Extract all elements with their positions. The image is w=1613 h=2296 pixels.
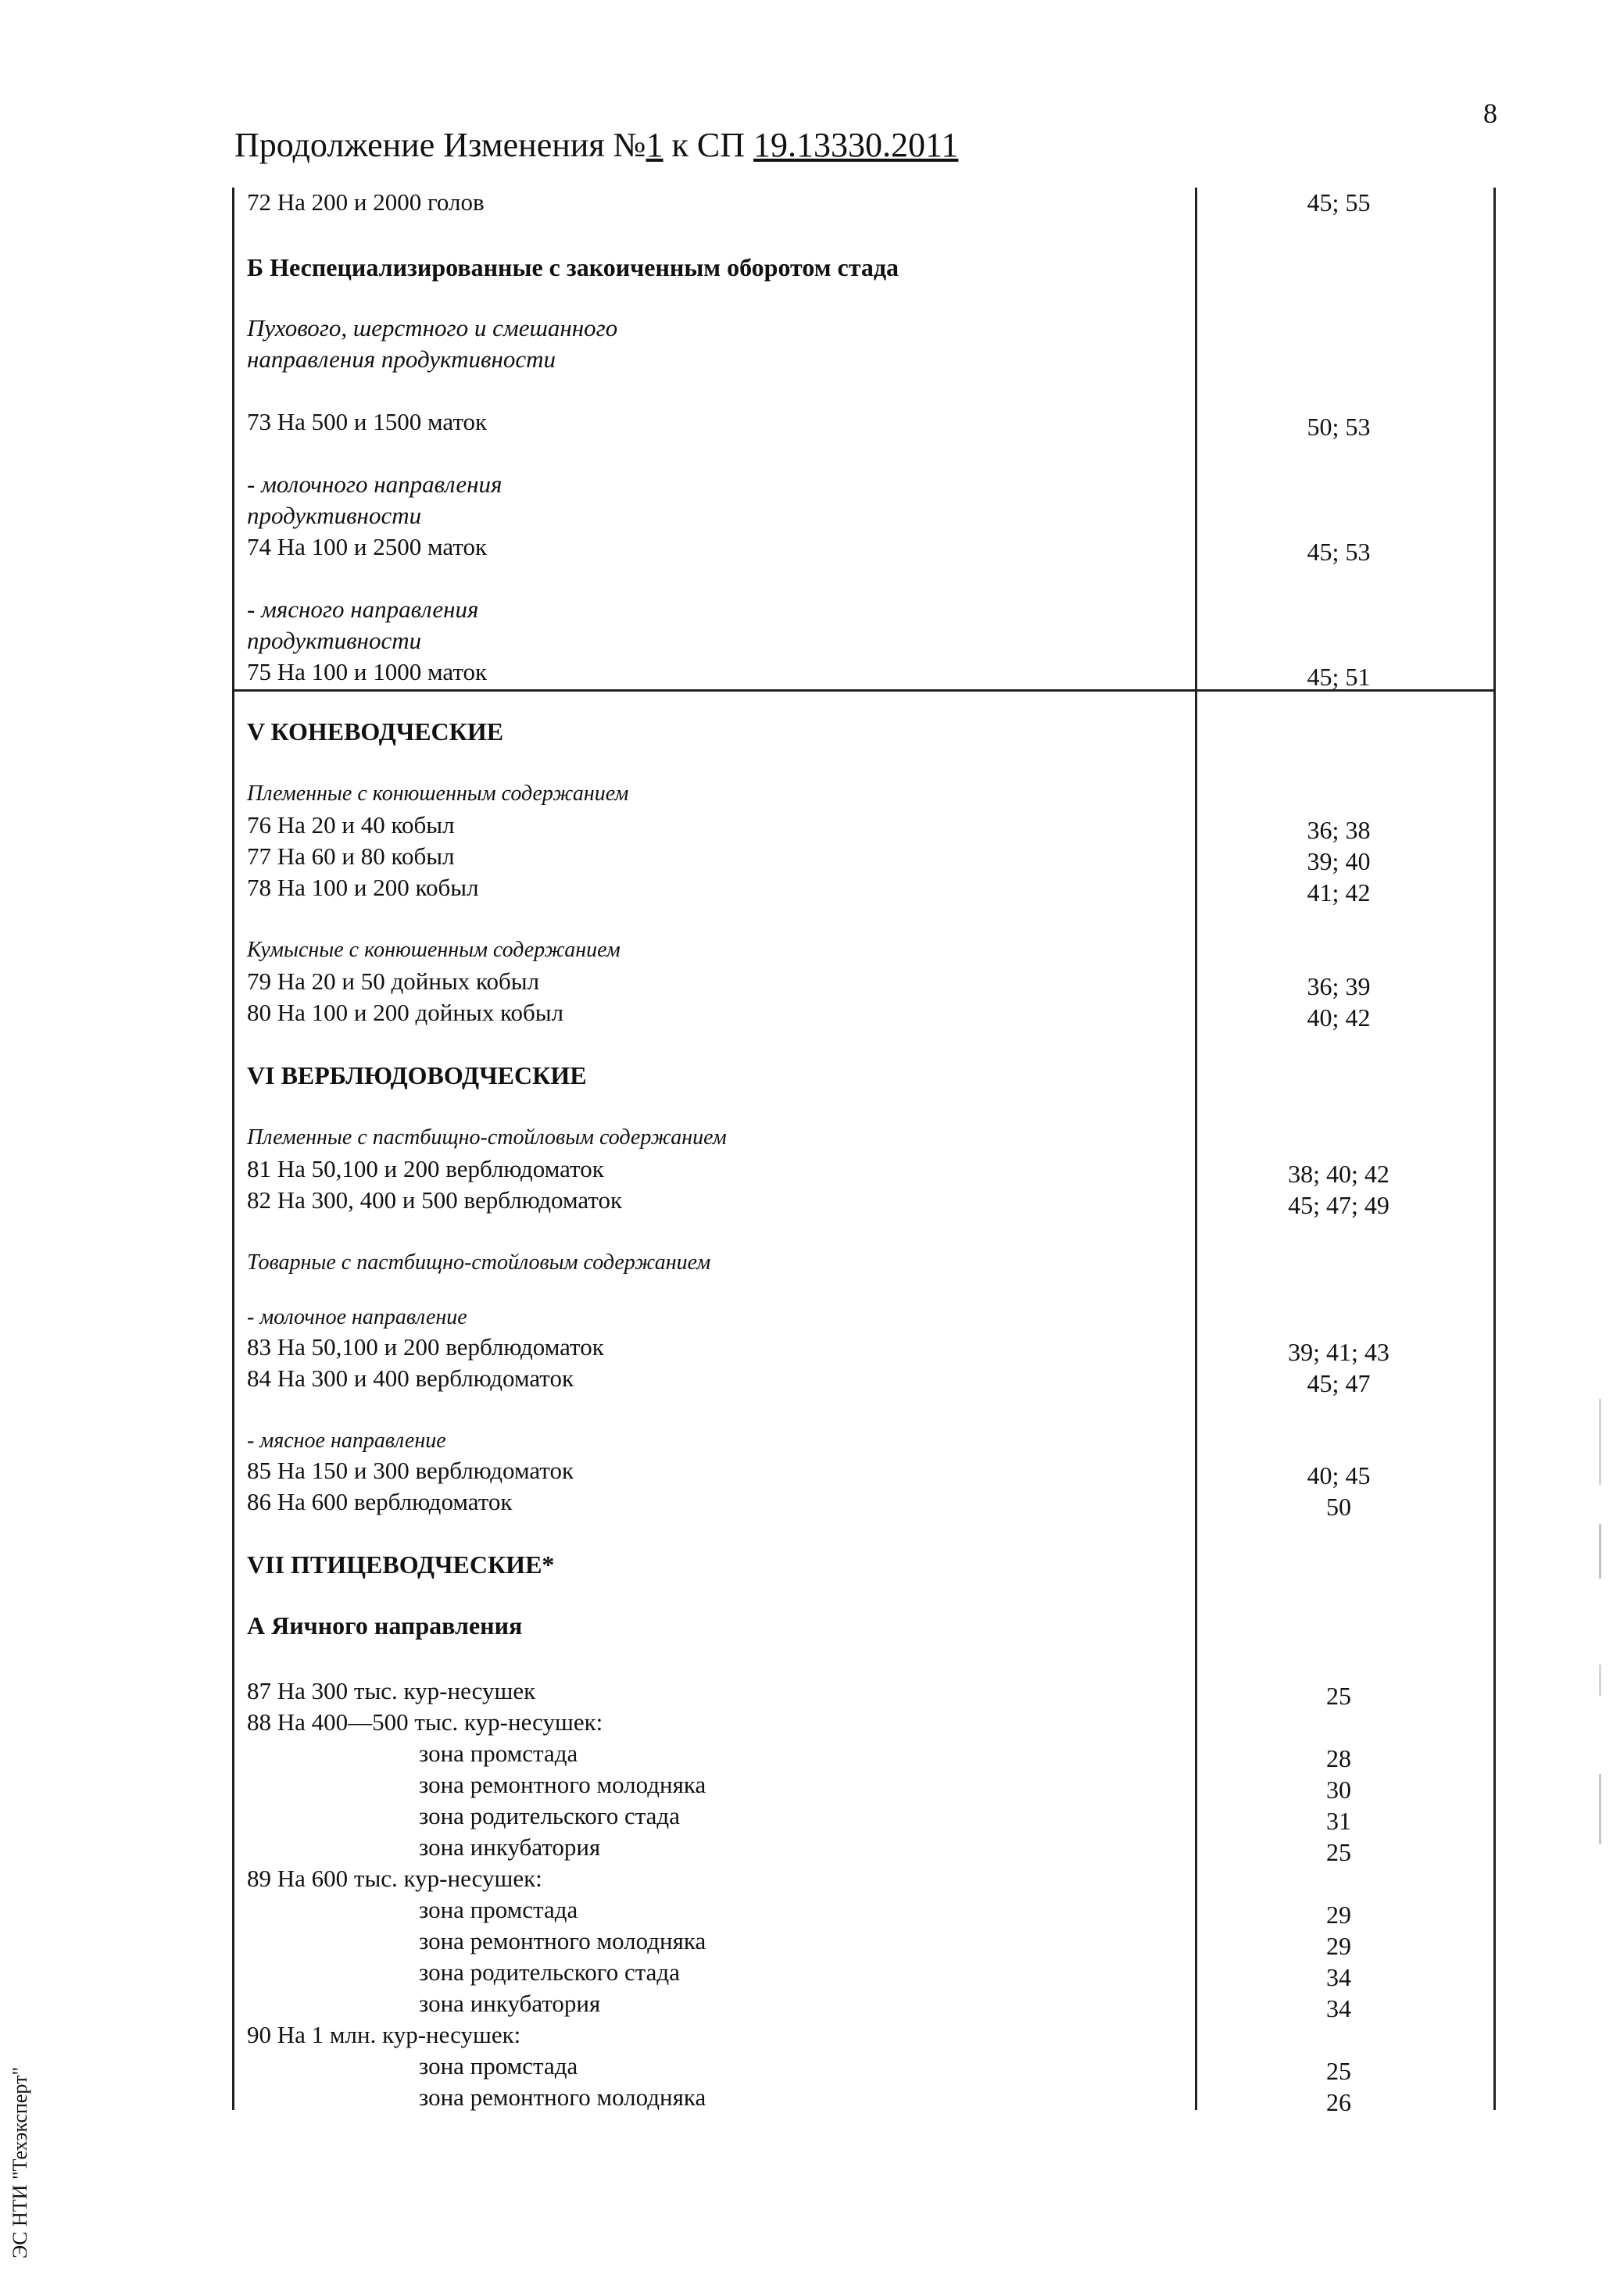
table-row [0,2051,1613,2085]
table-row [0,997,1613,1032]
row-label: зона ремонтного молодняка [419,1927,706,1954]
scan-artifact [1599,1665,1601,1696]
row-label: направления продуктивности [247,345,556,373]
row-label: 89 На 600 тыс. кур-несушек: [247,1865,542,1892]
table-row [0,1926,1613,1960]
table-row [0,1769,1613,1804]
row-label: 72 На 200 и 2000 голов [247,188,485,216]
row-label: А Яичного направления [247,1611,523,1640]
row-label: зона ремонтного молодняка [419,1771,706,1798]
row-label: V КОНЕВОДЧЕСКИЕ [247,717,504,746]
table-row [0,469,1613,500]
row-label: 76 На 20 и 40 кобыл [247,811,455,839]
table-row [0,2019,1613,2051]
row-value: 25 [1326,1682,1351,1710]
table-row [0,1801,1613,1835]
side-stamp: ЭС НТИ "Техэксперт" [9,2066,31,2258]
table-row [0,187,1613,218]
row-value: 29 [1326,1932,1351,1960]
row-label: 74 На 100 и 2500 маток [247,533,488,560]
table-row [0,500,1613,531]
table-row [0,966,1613,1000]
row-value: 50 [1326,1493,1351,1521]
row-label: Племенные с конюшенным содержанием [247,781,629,806]
row-value: 45; 51 [1307,663,1371,691]
row-label: 80 На 100 и 200 дойных кобыл [247,999,564,1026]
table-row [0,344,1613,375]
header-prefix: Продолжение Изменения № [234,126,646,164]
row-value: 30 [1326,1776,1351,1804]
scan-artifact [1599,1524,1601,1579]
table-row [0,716,1613,747]
table-row [0,252,1613,283]
table-row [0,1738,1613,1772]
table-row [0,1486,1613,1521]
row-label: VI ВЕРБЛЮДОВОДЧЕСКИЕ [247,1061,587,1089]
table-row [0,1122,1613,1153]
table-row [0,778,1613,810]
row-value: 50; 53 [1307,413,1371,441]
row-label: 79 На 20 и 50 дойных кобыл [247,967,540,995]
table-row [0,1894,1613,1929]
row-label: Племенные с пастбищно-стойловым содержанием [247,1125,727,1150]
row-label: зона промстада [419,2052,578,2080]
row-value: 40; 45 [1307,1461,1371,1490]
row-label: 82 На 300, 400 и 500 верблюдоматок [247,1186,623,1214]
table-row [0,1863,1613,1894]
row-value: 29 [1326,1901,1351,1929]
row-label: 75 На 100 и 1000 маток [247,658,488,685]
row-value: 36; 39 [1307,972,1371,1000]
table-row [0,1153,1613,1188]
table-row [0,935,1613,966]
row-label: зона промстада [419,1896,578,1923]
table-row [0,594,1613,625]
row-label: 84 На 300 и 400 верблюдоматок [247,1364,574,1392]
row-label: продуктивности [247,627,422,654]
row-label: зона промстада [419,1740,578,1767]
row-label: VII ПТИЦЕВОДЧЕСКИЕ* [247,1550,555,1579]
row-value: 40; 42 [1307,1003,1371,1032]
header-mid: к СП [663,126,754,164]
row-label: Пухового, шерстного и смешанного [247,314,618,342]
table-row [0,841,1613,875]
table-row [0,1363,1613,1397]
row-label: 86 На 600 верблюдоматок [247,1488,513,1515]
header-change-number: 1 [646,126,663,164]
table-row [0,1060,1613,1091]
table-row [0,1707,1613,1738]
row-value: 45; 47 [1307,1369,1371,1397]
row-label: - мясное направление [247,1429,446,1453]
row-value: 34 [1326,1994,1351,2022]
row-label: 77 На 60 и 80 кобыл [247,842,455,870]
scan-artifact [1599,1774,1601,1844]
table-row [0,1957,1613,1991]
row-value: 45; 47; 49 [1288,1191,1389,1219]
row-value: 41; 42 [1307,878,1371,907]
row-label: 73 На 500 и 1500 маток [247,408,488,435]
row-label: Б Неспециализированные с закоиченным оборотом стада [247,253,899,281]
table-row [0,656,1613,691]
row-value: 25 [1326,2057,1351,2085]
page-header [234,125,958,165]
row-value: 34 [1326,1963,1351,1991]
row-value: 45; 53 [1307,538,1371,566]
row-value: 28 [1326,1744,1351,1772]
table-row [0,1302,1613,1333]
header-document-code: 19.13330.2011 [753,126,959,164]
table-row [0,872,1613,907]
row-value: 39; 41; 43 [1288,1338,1389,1366]
row-value: 45; 55 [1307,188,1371,216]
row-value: 26 [1326,2088,1351,2116]
table-row [0,1610,1613,1641]
row-label: зона родительского стада [419,1958,680,1986]
table-row [0,810,1613,844]
scan-artifact [1599,1399,1601,1485]
table-row [0,625,1613,656]
row-label: зона родительского стада [419,1802,680,1829]
row-label: зона ремонтного молодняка [419,2083,706,2111]
table-row [0,1549,1613,1580]
row-value: 25 [1326,1838,1351,1866]
table-row [0,2082,1613,2116]
table-row [0,1832,1613,1866]
table-row [0,406,1613,441]
table-row [0,1455,1613,1490]
table-row [0,531,1613,566]
row-value: 38; 40; 42 [1288,1160,1389,1188]
row-label: продуктивности [247,502,422,529]
row-label: зона инкубатория [419,1990,601,2017]
table-row [0,1247,1613,1279]
table-row [0,313,1613,344]
row-value: 36; 38 [1307,816,1371,844]
row-label: 81 На 50,100 и 200 верблюдоматок [247,1155,604,1182]
table-row [0,1425,1613,1457]
row-label: 90 На 1 млн. кур-несушек: [247,2021,521,2048]
row-label: 88 На 400—500 тыс. кур-несушек: [247,1708,603,1736]
row-label: Товарные с пастбищно-стойловым содержанием [247,1250,711,1275]
table-row [0,1988,1613,2022]
row-label: - молочное направление [247,1305,467,1329]
row-value: 31 [1326,1807,1351,1835]
row-label: 78 На 100 и 200 кобыл [247,874,479,901]
page-number: 8 [1483,98,1497,129]
row-label: зона инкубатория [419,1833,601,1861]
table-row [0,1332,1613,1366]
table-row [0,1185,1613,1219]
row-label: - мясного направления [247,595,479,623]
row-label: Кумысные с конюшенным содержанием [247,938,621,962]
row-label: 87 На 300 тыс. кур-несушек [247,1677,536,1704]
row-label: - молочного направления [247,470,502,498]
row-label: 83 На 50,100 и 200 верблюдоматок [247,1333,604,1361]
row-value: 39; 40 [1307,847,1371,875]
table-row [0,1676,1613,1710]
row-label: 85 На 150 и 300 верблюдоматок [247,1457,574,1484]
